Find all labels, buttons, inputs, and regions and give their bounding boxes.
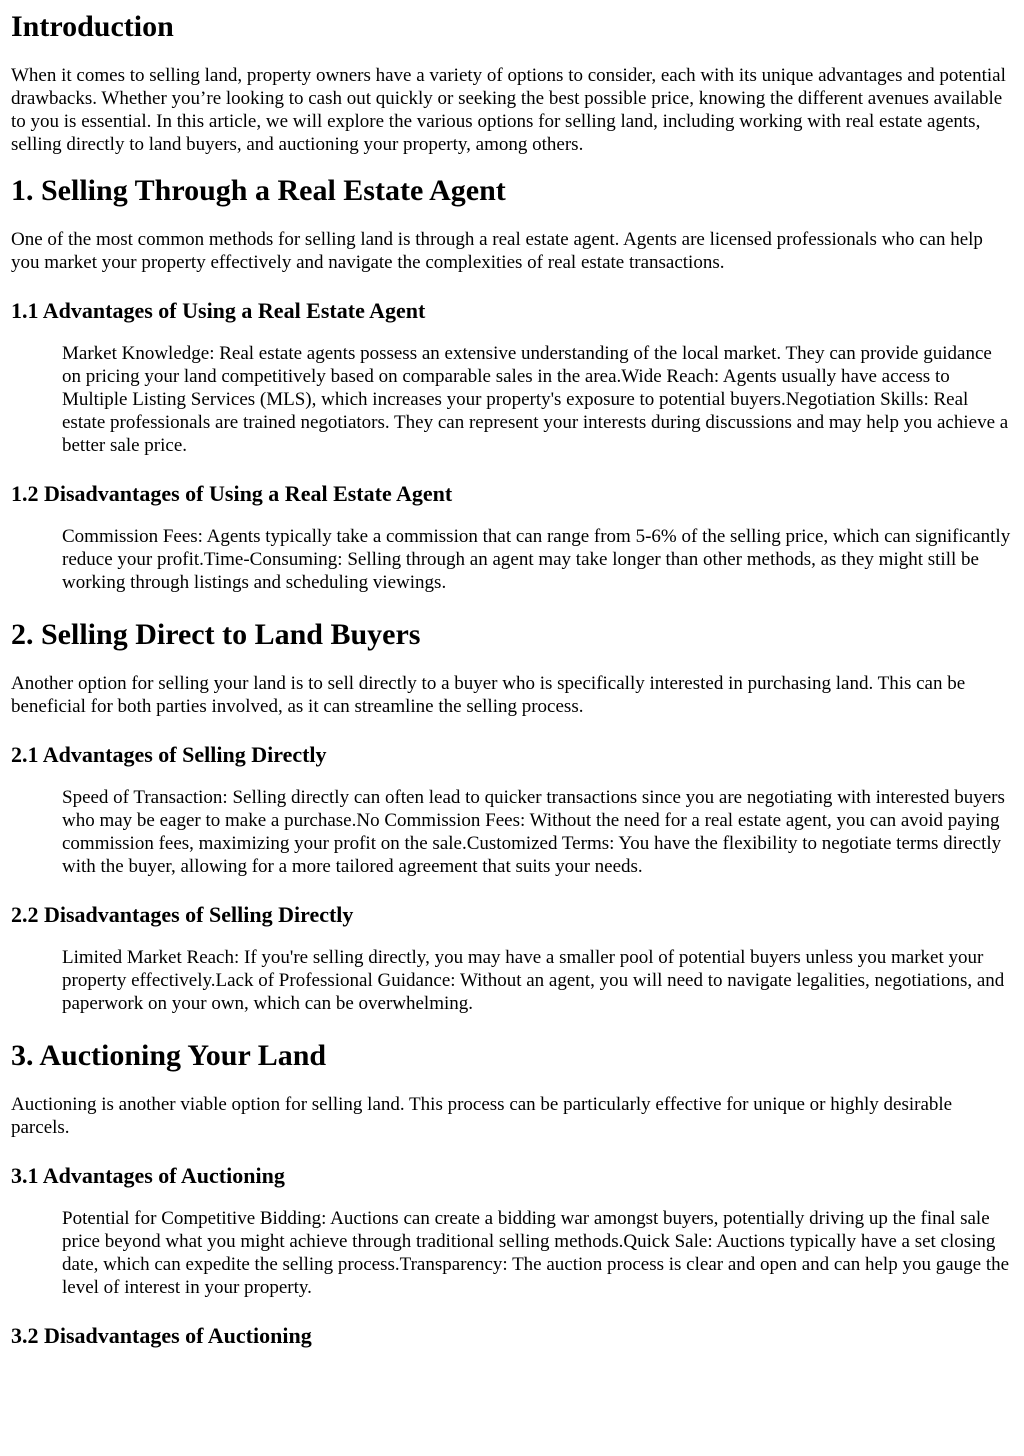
subsection-heading: 1.1 Advantages of Using a Real Estate Agent — [11, 298, 426, 323]
subsection-body: Commission Fees: Agents typically take a commission that can range from 5-6% of the selling price, which can significantly reduce your profit.Time-Consuming: Selling through an agent may take longer than other methods, as they might still be working through listings and scheduling viewings. — [62, 526, 1011, 593]
section-heading: 3. Auctioning Your Land — [11, 1039, 327, 1072]
subsection-heading: 2.2 Disadvantages of Selling Directly — [11, 902, 354, 927]
section-heading: 1. Selling Through a Real Estate Agent — [11, 174, 506, 207]
intro-paragraph: When it comes to selling land, property owners have a variety of options to consider, each with its unique advantages and potential drawbacks. Whether you’re looking to cash out quickly or seeking the best possible price, knowing the different avenues available to you is essential. In this article, we will explore the various options for selling land, including working with real estate agents, selling directly to land buyers, and auctioning your property, among others. — [11, 65, 1006, 155]
section-paragraph: Another option for selling your land is to sell directly to a buyer who is specifically interested in purchasing land. This can be beneficial for both parties involved, as it can streamline the selling process. — [11, 673, 966, 717]
subsection-heading: 1.2 Disadvantages of Using a Real Estate Agent — [11, 481, 453, 506]
subsection-heading: 3.1 Advantages of Auctioning — [11, 1163, 285, 1188]
subsection-heading: 3.2 Disadvantages of Auctioning — [11, 1323, 312, 1348]
subsection-body: Limited Market Reach: If you're selling directly, you may have a smaller pool of potential buyers unless you market your property effectively.Lack of Professional Guidance: Without an agent, you will need to navigate legalities, negotiations, and paperwork on your own, which can be overwhelming. — [62, 947, 1005, 1014]
subsection-body: Market Knowledge: Real estate agents possess an extensive understanding of the local market. They can provide guidance on pricing your land competitively based on comparable sales in the area.Wide Reach: Agents usually have access to Multiple Listing Services (MLS), which increases your property's exposure to potential buyers.Negotiation Skills: Real estate professionals are trained negotiators. They can represent your interests during discussions and may help you achieve a better sale price. — [62, 343, 1009, 456]
section-paragraph: One of the most common methods for selling land is through a real estate agent. Agents are licensed professionals who can help you market your property effectively and navigate the complexities of real estate transactions. — [11, 229, 983, 273]
section-heading: 2. Selling Direct to Land Buyers — [11, 618, 421, 651]
subsection-body: Speed of Transaction: Selling directly can often lead to quicker transactions since you are negotiating with interested buyers who may be eager to make a purchase.No Commission Fees: Without the need for a real estate agent, you can avoid paying commission fees, maximizing your profit on the sale.Customized Terms: You have the flexibility to negotiate terms directly with the buyer, allowing for a more tailored agreement that suits your needs. — [62, 787, 1005, 877]
section-paragraph: Auctioning is another viable option for selling land. This process can be particularly effective for unique or highly desirable parcels. — [11, 1094, 953, 1138]
article — [0, 10, 1024, 1349]
subsection-body: Potential for Competitive Bidding: Auctions can create a bidding war amongst buyers, potentially driving up the final sale price beyond what you might achieve through traditional selling methods.Quick Sale: Auctions typically have a set closing date, which can expedite the selling process.Transparency: The auction process is clear and open and can help you gauge the level of interest in your property. — [62, 1208, 1010, 1298]
intro-heading: Introduction — [11, 10, 174, 43]
subsection-heading: 2.1 Advantages of Selling Directly — [11, 742, 327, 767]
